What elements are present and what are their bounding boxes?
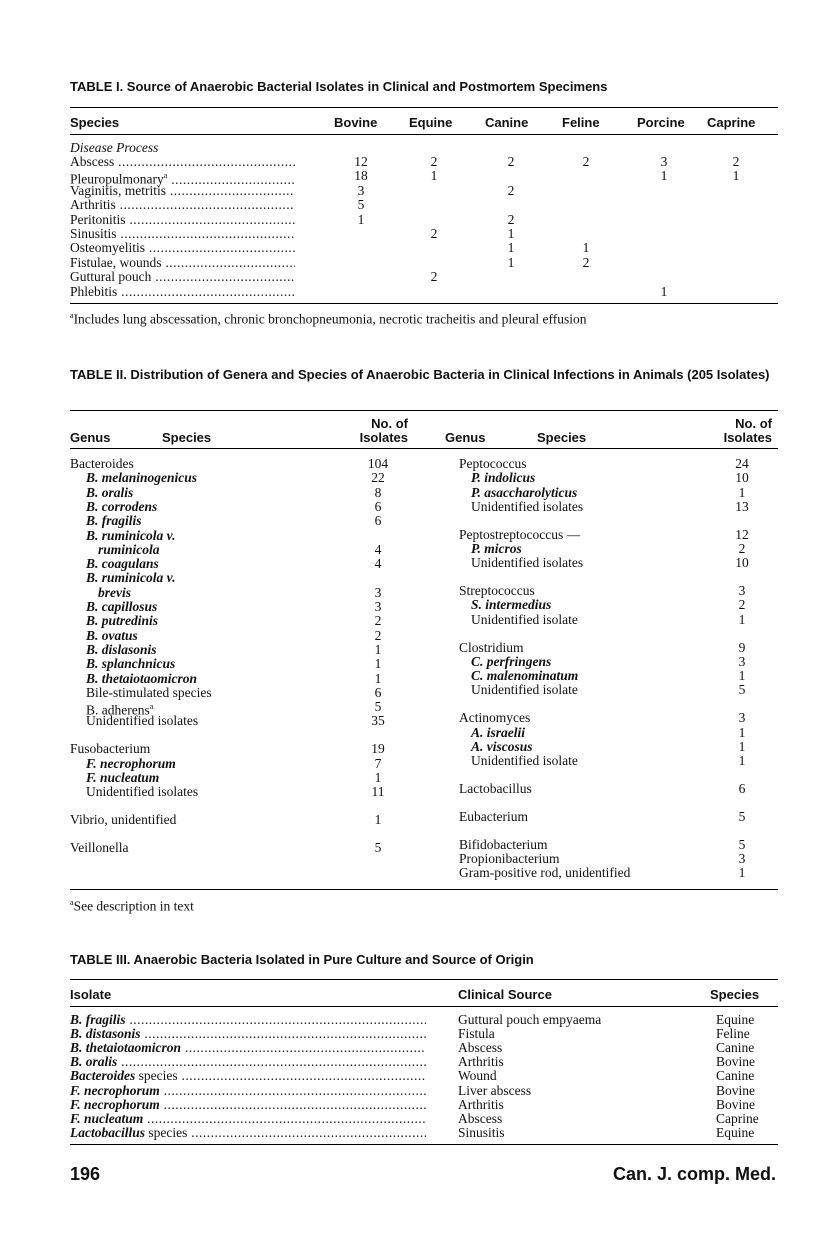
table2-footnote [70,895,194,914]
table3-source: Sinusitis [458,1124,505,1140]
table2-taxon-text: B. fragilis [86,513,142,529]
table3-isolate [70,1125,426,1140]
table2-taxon-text: B. oralis [86,484,134,500]
table2-count: 2 [374,627,382,643]
table2-header-rule [70,448,778,449]
table2-row [0,710,816,725]
table2-taxon-text: B. putredinis [86,613,159,629]
table1-cell: 2 [582,254,590,270]
table2-bottom-rule [70,889,778,890]
table2-title: TABLE II. Distribution of Genera and Species of Anaerobic Bacteria in Clinical Infections in Animals (205 Isolates) [70,367,770,382]
table2-taxon-text: B. ruminicola v. [86,527,176,543]
table2-header-count2-left: Isolates [359,430,408,445]
table2-taxon [471,654,551,669]
table1-row-label-text: Vaginitis, metritis [70,182,166,198]
table2-taxon [471,499,583,514]
table2-taxon-text: Unidentified isolates [471,555,584,571]
table2-taxon-text: Vibrio, unidentified [70,811,177,827]
table2-taxon [471,739,533,754]
table2-row [0,597,816,612]
table2-count: 5 [374,839,382,855]
table1-row-label [70,226,295,241]
table2-taxon-text: C. malenominatum [471,668,579,684]
table2-header-genus-right: Genus [445,430,486,445]
table2-taxon-text: Fusobacterium [70,741,151,757]
table1-row-label-text: Osteomyelitis [70,240,145,256]
table2-taxon-text: Veillonella [70,839,129,855]
table3-row [0,1111,816,1126]
table3-source: Wound [458,1068,497,1084]
table1-row [0,197,816,212]
table3-row [0,1054,816,1069]
table2-count: 1 [374,670,382,686]
table2-count: 7 [374,755,382,771]
table2-taxon-text: Clostridium [459,639,524,655]
table1-cell: 2 [582,154,590,169]
table1-cell: 2 [430,269,438,285]
table3-species: Equine [716,1124,755,1140]
table1-row-label-text: Peritonitis [70,211,126,227]
table1-cell: 2 [507,211,515,227]
table3-species: Caprine [716,1110,759,1126]
table3-header-isolate: Isolate [70,987,112,1002]
table1-cell: 2 [430,226,438,241]
table3-row [0,1125,816,1140]
table1-row [0,255,816,270]
table2-taxon-text: B. adherens [86,702,150,718]
table1-header-porcine: Porcine [637,115,685,130]
table2-taxon-text: B. dislasonis [86,641,157,657]
table3-source: Abscess [458,1040,503,1056]
table3-isolate [70,1111,426,1126]
table1-row-footnote-mark: a [163,171,168,181]
table3-isolate-italic: F. necrophorum [70,1096,160,1112]
table2-taxon-text: Unidentified isolates [86,784,199,800]
table2-count: 3 [738,653,746,669]
table2-header-count1-right: No. of [735,416,772,431]
table2-count: 6 [374,684,382,700]
table3-isolate-italic: F. necrophorum [70,1082,160,1098]
table1-row-label [70,284,295,299]
table1-cell: 1 [732,168,740,184]
table2-taxon [459,851,559,866]
table1-cell: 2 [732,154,740,169]
table2-taxon-text: B. corrodens [86,498,158,514]
table2-count: 9 [738,639,746,655]
table2-header-count2-right: Isolates [723,430,772,445]
table1-row [0,284,816,299]
table2-footnote-text: See description in text [73,898,194,914]
table2-taxon [459,527,580,542]
table1-cell: 1 [660,168,668,184]
table1-footnote-text: Includes lung abscessation, chronic bronchopneumonia, necrotic tracheitis and pleural effusion [73,311,587,327]
table1-footnote [70,308,587,327]
table1-row [0,154,816,169]
table2-taxon-text: B. coagulans [86,556,159,572]
table2-count: 24 [735,456,749,471]
table1-row [0,168,816,187]
table2-count: 5 [374,699,382,715]
table2-count: 3 [738,850,746,866]
table1-row-label [70,183,295,198]
table2-row [0,456,816,471]
table2-taxon [459,781,532,796]
table3-source: Liver abscess [458,1082,532,1098]
table2-taxon-text: Actinomyces [459,710,531,726]
table1-footnote-mark: a [70,311,74,320]
table2-row [0,668,816,683]
table2-count: 1 [738,611,746,627]
table2-taxon [471,485,577,500]
table2-taxon [471,682,578,697]
table2-count: 1 [738,724,746,740]
table2-taxon-text: C. perfringens [471,653,552,669]
table2-taxon [471,725,525,740]
table3-species: Bovine [716,1096,755,1112]
table2-row [0,612,816,627]
table2-taxon [459,710,530,725]
table2-row [0,653,816,672]
table3-isolate [70,1026,426,1041]
table2-row [0,725,816,740]
table1-row [0,240,816,255]
table2-count: 104 [367,456,389,471]
table3-isolate [70,1083,426,1098]
table2-count: 1 [738,865,746,881]
table1-header-caprine: Caprine [707,115,756,130]
table2-count: 12 [735,526,749,542]
table1-header-species: Species [70,115,120,130]
table3-title: TABLE III. Anaerobic Bacteria Isolated in Pure Culture and Source of Origin [70,952,534,967]
table2-taxon-text: Propionibacterium [459,850,560,866]
table2-count: 1 [738,753,746,769]
table2-taxon-text: Peptococcus [459,456,527,471]
table2-row [0,583,816,598]
table2-row [0,682,816,697]
table2-taxon [471,668,578,683]
table2-count: 6 [738,780,746,796]
table2-count: 5 [738,682,746,698]
table1-row-label-text: Phlebitis [70,283,118,299]
table3-isolate-italic: F. nucleatum [70,1110,144,1126]
table1-row-label [70,197,295,212]
table2-count: 35 [371,713,385,729]
table3-isolate-italic: B. thetaiotaomicron [70,1040,182,1056]
table1-cell: 5 [357,197,365,213]
table2-taxon-text: Unidentified isolates [471,498,584,514]
table1-row [0,226,816,241]
table1-cell: 12 [354,154,368,169]
table1-row-label-text: Sinusitis [70,226,117,241]
table1-cell: 1 [507,226,515,241]
table2-row [0,499,816,514]
table2-count: 3 [738,710,746,726]
table3-isolate [70,1012,426,1027]
table2-count: 1 [374,811,382,827]
table3-row [0,1012,816,1027]
table3-isolate-italic: B. fragilis [70,1012,126,1027]
table2-count: 11 [371,784,385,800]
table2-taxon-text: B. splanchnicus [86,656,176,672]
table2-count: 4 [374,541,382,557]
table2-taxon [459,640,524,655]
table3-isolate [70,1068,426,1083]
table1-row-label [70,255,295,270]
table3-source: Fistula [458,1026,495,1042]
table2-header-genus-left: Genus [70,430,111,445]
table3-isolate-italic: Bacteroides [70,1068,136,1084]
table2-taxon-text: Unidentified isolate [471,682,578,698]
table2-row [0,865,816,880]
table2-taxon [471,541,522,556]
table2-row [0,851,816,866]
table2-taxon [471,555,583,570]
table2-taxon-text: Unidentified isolates [86,713,199,729]
table3-bottom-rule [70,1144,778,1145]
table2-taxon-text: Peptostreptococcus — [459,526,581,542]
table2-taxon-text: Eubacterium [459,808,528,824]
table2-count: 1 [738,738,746,754]
table1-cell: 1 [660,283,668,299]
page-number: 196 [70,1164,101,1184]
table2-header-species-left: Species [162,430,212,445]
table1-cell: 2 [507,182,515,198]
table1-cell: 1 [430,168,438,184]
table1-header-rule [70,134,778,135]
table2-row [0,837,816,852]
table2-taxon [471,470,535,485]
table2-count: 1 [374,769,382,785]
table3-isolate [70,1040,426,1055]
table2-row [0,527,816,542]
table2-row [0,555,816,570]
table3-species: Equine [716,1012,755,1027]
table2-taxon [459,865,630,880]
table1-cell: 2 [430,154,438,169]
table2-taxon-text: Bile-stimulated species [86,684,212,700]
table3-source: Arthritis [458,1096,504,1112]
table3-isolate-rest: species [145,1124,188,1140]
table1-row-label-text: Fistulae, wounds [70,254,162,270]
table2-count: 1 [374,641,382,657]
table2-count: 3 [738,583,746,599]
table2-taxon-text: A. israelii [471,724,526,740]
table2-taxon-text: Unidentified isolate [471,611,578,627]
table1-cell: 1 [507,254,515,270]
table3-species: Bovine [716,1054,755,1070]
table2-count: 1 [738,668,746,684]
table2-taxon-text: Bacteroides [70,456,134,471]
table2-top-rule [70,410,778,411]
table2-taxon-text: F. necrophorum [86,755,176,771]
table2-count: 4 [374,556,382,572]
table2-taxon-text: A. viscosus [471,738,533,754]
table2-taxon [459,456,526,471]
table2-taxon-text: ruminicola [98,541,160,557]
table3-source: Guttural pouch empyaema [458,1012,602,1027]
table3-header-species: Species [710,987,760,1002]
table2-count: 3 [374,599,382,614]
table2-taxon-text: B. capillosus [86,599,158,614]
table2-row [0,781,816,796]
table3-isolate [70,1097,426,1112]
table2-taxon-text: B. thetaiotaomicron [86,670,198,686]
table2-taxon-text: Lactobacillus [459,780,532,796]
table2-row [0,640,816,655]
table3-species: Canine [716,1068,755,1084]
table2-taxon-text: B. melaninogenicus [86,470,198,486]
table2-row [0,541,816,556]
table2-taxon-text: Unidentified isolate [471,753,578,769]
table3-source: Arthritis [458,1054,504,1070]
table1-cell: 2 [507,154,515,169]
table1-title: TABLE I. Source of Anaerobic Bacterial Isolates in Clinical and Postmortem Specimens [70,79,608,94]
table2-taxon [459,809,528,824]
table2-header-species-right: Species [537,430,587,445]
table2-row [0,485,816,500]
table1-row-label [70,154,295,169]
table2-count: 6 [374,513,382,529]
table1-cell: 18 [354,168,368,184]
table2-count: 13 [735,498,749,514]
table1-row-label [70,240,295,255]
table1-row-label [70,212,295,227]
table3-header-rule [70,1006,778,1007]
table2-count: 2 [374,613,382,629]
journal-name: Can. J. comp. Med. [612,1164,776,1184]
table2-count: 5 [738,808,746,824]
table1-row-label-text: Arthritis [70,197,116,213]
table2-taxon-text: P. asaccharolyticus [471,484,578,500]
table2-taxon [471,597,551,612]
table2-taxon [459,837,547,852]
table1-row [0,212,816,227]
table3-top-rule [70,979,778,980]
table2-count: 8 [374,484,382,500]
table2-taxon [471,612,578,627]
table1-row [0,183,816,198]
table3-species: Bovine [716,1082,755,1098]
table1-header-equine: Equine [409,115,453,130]
table3-isolate [70,1054,426,1069]
table3-row [0,1097,816,1112]
table2-taxon-text: P. micros [471,541,522,556]
table1-row [0,269,816,284]
table1-row-label-text: Abscess [70,154,115,169]
table3-row [0,1026,816,1041]
table3-header-source: Clinical Source [458,987,552,1002]
table3-isolate-italic: Lactobacillus [70,1124,145,1140]
table1-row-label-text: Pleuropulmonary [70,171,164,187]
table3-species: Feline [716,1026,750,1042]
table2-taxon-text: P. indolicus [471,470,536,486]
table2-count: 10 [735,470,749,486]
table3-isolate-italic: B. oralis [70,1054,118,1070]
table1-row-label-text: Guttural pouch [70,269,152,285]
table2-count: 10 [735,555,749,571]
table2-footnote-mark: a [70,898,74,907]
table2-count: 2 [738,541,746,556]
table2-taxon-text: S. intermedius [471,597,552,613]
table1-cell: 1 [507,240,515,256]
table3-row [0,1083,816,1098]
table1-header-bovine: Bovine [334,115,378,130]
table1-top-rule [70,107,778,108]
table2-count: 6 [374,498,382,514]
table1-cell: 1 [357,211,365,227]
table1-cell: 3 [660,154,668,169]
table2-taxon-text: Gram-positive rod, unidentified [459,865,631,881]
table1-bottom-rule [70,303,778,304]
table2-footnote-mark: a [149,702,154,712]
table3-species: Canine [716,1040,755,1056]
table3-source: Abscess [458,1110,503,1126]
table2-row [0,809,816,824]
table1-header-canine: Canine [485,115,529,130]
table1-row-label [70,269,295,284]
table2-taxon-text: F. nucleatum [86,769,160,785]
table2-count: 2 [738,597,746,613]
table2-count: 22 [371,470,385,486]
table1-section-label: Disease Process [70,140,159,155]
table1-header-feline: Feline [562,115,600,130]
table2-taxon [471,753,578,768]
table2-taxon-text: Streptococcus [459,583,535,599]
table3-row [0,1068,816,1083]
table2-taxon-text: Bifidobacterium [459,836,548,852]
table3-isolate-rest: species [135,1068,178,1084]
table2-row [0,470,816,485]
table2-row [0,753,816,768]
table2-taxon-text: brevis [98,584,131,600]
table1-cell: 1 [582,240,590,256]
table1-cell: 3 [357,182,365,198]
table2-count: 1 [374,656,382,672]
table2-row [0,738,816,757]
table2-count: 19 [371,741,385,757]
table2-count: 1 [738,484,746,500]
table3-isolate-italic: B. distasonis [70,1026,141,1042]
table2-taxon-text: B. ruminicola v. [86,570,176,586]
table3-row [0,1040,816,1055]
table2-header-count1-left: No. of [371,416,408,431]
table2-taxon-text: B. ovatus [86,627,138,643]
table2-count: 3 [374,584,382,600]
table2-count: 5 [738,836,746,852]
table2-taxon [459,583,535,598]
